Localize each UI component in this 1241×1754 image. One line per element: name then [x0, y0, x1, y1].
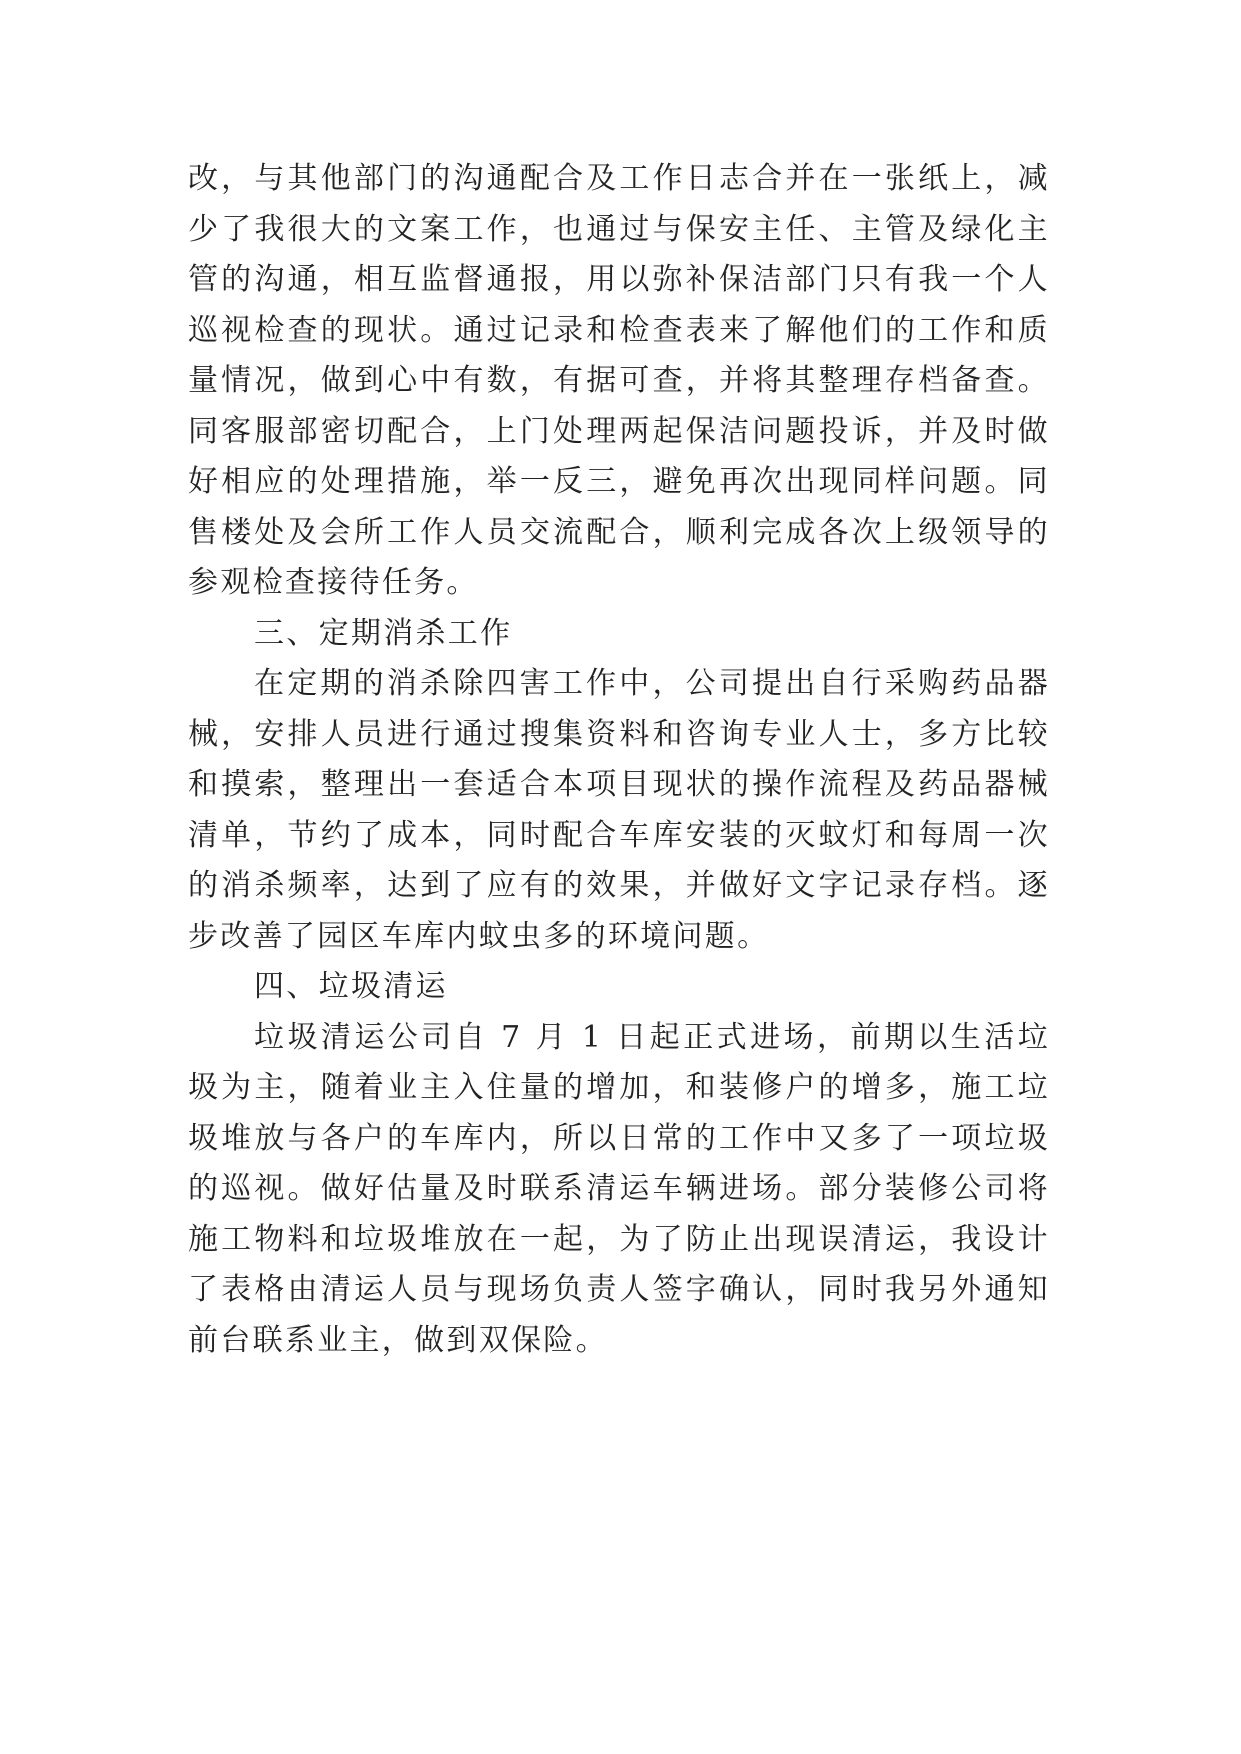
paragraph-garbage: 垃圾清运公司自 7 月 1 日起正式进场，前期以生活垃圾为主，随着业主入住量的增加，和装修户的增多，施工垃圾堆放与各户的车库内，所以日常的工作中又多了一项垃圾的巡视。做好估量及时联系清运车辆进场。部分装修公司将施工物料和垃圾堆放在一起，为了防止出现误清运，我设计了表格由清运人员与现场负责人签字确认，同时我另外通知前台联系业主，做到双保险。	[188, 1019, 1050, 1358]
paragraph-disinfection: 在定期的消杀除四害工作中，公司提出自行采购药品器械，安排人员进行通过搜集资料和咨询专业人士，多方比较和摸索，整理出一套适合本项目现状的操作流程及药品器械清单，节约了成本，同时配合车库安装的灭蚊灯和每周一次的消杀频率，达到了应有的效果，并做好文字记录存档。逐步改善了园区车库内蚊虫多的环境问题。	[188, 666, 1050, 954]
document-body	[188, 154, 1050, 1366]
section-heading-disinfection: 三、定期消杀工作	[254, 615, 513, 651]
section-heading-garbage: 四、垃圾清运	[254, 969, 448, 1004]
paragraph-continued: 改，与其他部门的沟通配合及工作日志合并在一张纸上，减少了我很大的文案工作，也通过与保安主任、主管及绿化主管的沟通，相互监督通报，用以弥补保洁部门只有我一个人巡视检查的现状。通过记录和检查表来了解他们的工作和质量情况，做到心中有数，有据可查，并将其整理存档备查。同客服部密切配合，上门处理两起保洁问题投诉，并及时做好相应的处理措施，举一反三，避免再次出现同样问题。同售楼处及会所工作人员交流配合，顺利完成各次上级领导的参观检查接待任务。	[188, 161, 1050, 600]
